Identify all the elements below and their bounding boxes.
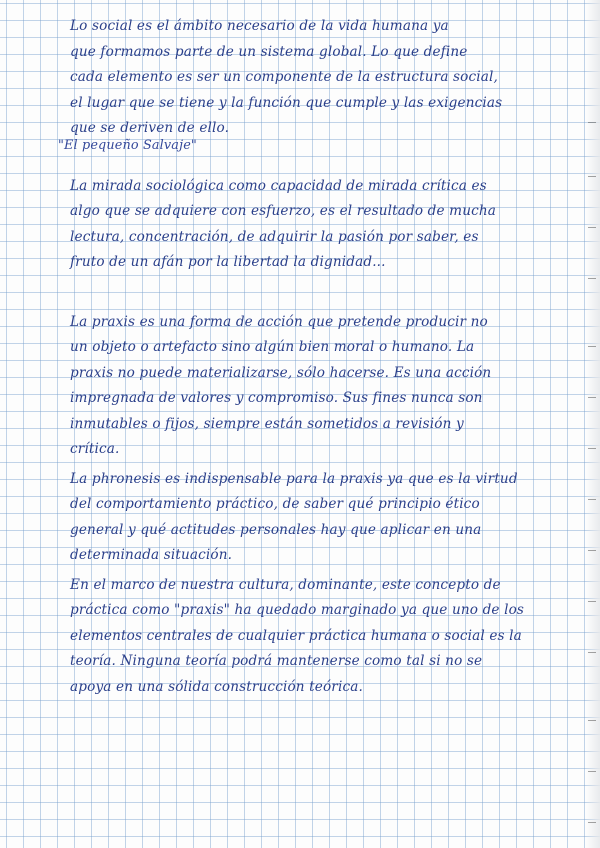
text-line: inmutables o fijos, siempre están sometidos a revisión y (70, 415, 464, 432)
text-line: general y qué actitudes personales hay que aplicar en una (70, 521, 482, 538)
margin-tick (588, 499, 596, 500)
paragraph-culture-praxis (70, 573, 575, 701)
margin-tick (588, 652, 596, 653)
text-line: fruto de un afán por la libertad la dignidad... (70, 254, 386, 270)
text-line: La mirada sociológica como capacidad de mirada crítica es (70, 177, 487, 194)
text-line: La praxis es una forma de acción que pretende producir no (70, 313, 488, 330)
text-line: Lo social es el ámbito necesario de la vida humana ya (70, 18, 449, 34)
margin-tick (588, 176, 596, 177)
text-line: apoya en una sólida construcción teórica. (70, 678, 363, 695)
margin-tick (588, 448, 596, 449)
paragraph-praxis (70, 310, 575, 463)
paragraph-phronesis (70, 467, 575, 569)
margin-tick (588, 601, 596, 602)
text-line: lectura, concentración, de adquirir la pasión por saber, es (70, 228, 479, 245)
margin-tick (588, 227, 596, 228)
text-line: crítica. (70, 441, 120, 457)
text-line: elementos centrales de cualquier práctica humana o social es la (70, 627, 522, 644)
text-line: praxis no puede materializarse, sólo hacerse. Es una acción (70, 364, 492, 381)
margin-tick (588, 278, 596, 279)
text-line: La phronesis es indispensable para la praxis ya que es la virtud (70, 470, 518, 487)
text-line: un objeto o artefacto sino algún bien moral o humano. La (70, 339, 475, 355)
text-line: que se deriven de ello. (70, 120, 230, 136)
margin-tick (588, 771, 596, 772)
margin-tick (588, 822, 596, 823)
paragraph-sociological-view (70, 174, 575, 276)
text-line: que formamos parte de un sistema global. Lo que define (70, 43, 468, 60)
text-line: algo que se adquiere con esfuerzo, es el resultado de mucha (70, 203, 497, 219)
margin-tick (588, 122, 596, 123)
text-line: del comportamiento práctico, de saber qué principio ético (70, 496, 480, 512)
margin-tick (588, 550, 596, 551)
text-line: práctica como "praxis" ha quedado marginado ya que uno de los (70, 602, 525, 618)
margin-tick (588, 397, 596, 398)
text-line: impregnada de valores y compromiso. Sus fines nunca son (70, 390, 483, 406)
text-line: cada elemento es ser un componente de la estructura social, (70, 69, 498, 85)
book-title-reference: "El pequeño Salvaje" (58, 137, 197, 153)
text-line: determinada situación. (70, 547, 233, 563)
margin-ticks (584, 0, 598, 848)
margin-tick (588, 720, 596, 721)
margin-tick (588, 346, 596, 347)
handwritten-text (58, 14, 575, 700)
text-line: el lugar que se tiene y la función que cumple y las exigencias (70, 94, 503, 111)
text-line: En el marco de nuestra cultura, dominante, este concepto de (70, 576, 501, 593)
text-line: teoría. Ninguna teoría podrá mantenerse como tal si no se (70, 653, 483, 669)
paragraph-social-sphere (70, 14, 575, 142)
